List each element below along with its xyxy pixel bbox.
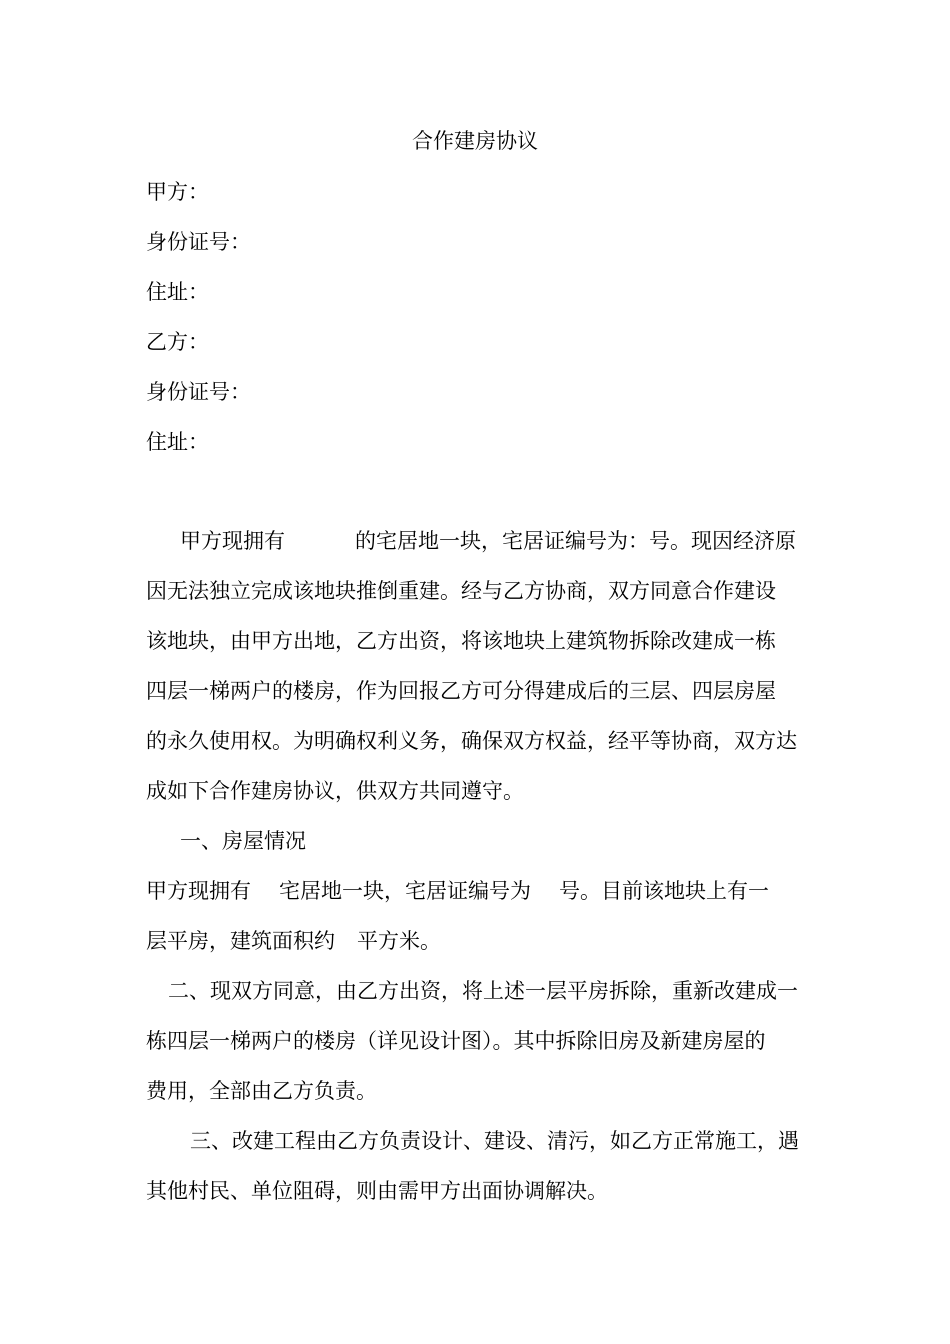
intro-text: 甲方现拥有	[180, 529, 285, 553]
document-title: 合作建房协议	[412, 129, 538, 153]
section-1-text: 层平房，建筑面积约	[146, 929, 335, 953]
party-a-address-label: 住址：	[146, 280, 209, 304]
intro-line: 四层一梯两户的楼房，作为回报乙方可分得建成后的三层、四层房屋	[146, 679, 776, 703]
intro-line: 成如下合作建房协议，供双方共同遵守。	[146, 779, 524, 803]
party-b-id-label: 身份证号：	[146, 380, 251, 404]
section-1-text: 号。目前该地块上有一	[559, 879, 769, 903]
section-3-line: 其他村民、单位阻碍，则由需甲方出面协调解决。	[146, 1179, 608, 1203]
party-a-id-label: 身份证号：	[146, 230, 251, 254]
section-1-heading: 一、房屋情况	[180, 829, 306, 853]
section-1-text: 平方米。	[357, 929, 441, 953]
section-1-line	[146, 874, 806, 908]
section-1-text: 甲方现拥有	[146, 879, 251, 903]
section-3-line: 三、改建工程由乙方负责设计、建设、清污，如乙方正常施工，遇	[190, 1129, 799, 1153]
intro-line: 因无法独立完成该地块推倒重建。经与乙方协商，双方同意合作建设	[146, 579, 776, 603]
intro-text: 的宅居地一块，宅居证编号为：号。现因经济原	[355, 529, 796, 553]
intro-line	[180, 524, 806, 558]
section-2-line: 二、现双方同意，由乙方出资，将上述一层平房拆除，重新改建成一	[168, 979, 798, 1003]
section-2-line: 费用，全部由乙方负责。	[146, 1079, 377, 1103]
party-b-address-label: 住址：	[146, 430, 209, 454]
intro-line: 的永久使用权。为明确权利义务，确保双方权益，经平等协商，双方达	[146, 729, 797, 753]
section-2-line: 栋四层一梯两户的楼房（详见设计图）。其中拆除旧房及新建房屋的	[146, 1029, 766, 1053]
intro-line: 该地块，由甲方出地，乙方出资，将该地块上建筑物拆除改建成一栋	[146, 629, 776, 653]
party-b-name-label: 乙方：	[146, 330, 209, 354]
party-a-name-label: 甲方：	[146, 180, 209, 204]
section-1-text: 宅居地一块，宅居证编号为	[279, 879, 531, 903]
section-1-line	[146, 924, 806, 958]
